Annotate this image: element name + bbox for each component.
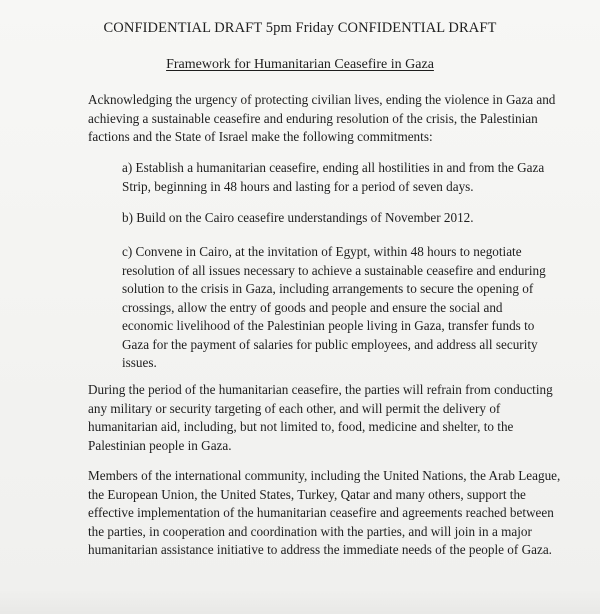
commitment-b [122,209,582,228]
commitment-a [122,159,582,196]
ceasefire-period-line: During the period of the humanitarian ceasefire, the parties will refrain from conducting [88,382,553,397]
intro-line: factions and the State of Israel make the following commitments: [88,129,433,144]
international-community-line: the parties, in cooperation and coordination with the parties, and will join in a major [88,523,532,539]
commitment-c-line: crossings, allow the entry of goods and people and ensure the social and [122,299,503,315]
commitment-a-line: Strip, beginning in 48 hours and lasting for a period of seven days. [122,178,474,194]
international-community-line: the European Union, the United States, Turkey, Qatar and many others, support the [88,486,526,502]
international-community-line: humanitarian assistance initiative to address the immediate needs of the people of Gaza. [88,542,552,557]
intro-line: Acknowledging the urgency of protecting civilian lives, ending the violence in Gaza and [88,92,556,107]
ceasefire-period-line: any military or security targeting of each other, and will permit the delivery of [88,400,501,416]
commitment-b-line: b) Build on the Cairo ceasefire understandings of November 2012. [122,210,474,225]
document-title-wrap [0,57,600,73]
international-community-paragraph [88,467,578,560]
international-community-line: Members of the international community, including the United Nations, the Arab League, [88,468,561,483]
international-community-line: effective implementation of the humanitarian ceasefire and agreements reached between [88,505,554,520]
intro-paragraph [88,91,578,147]
intro-line: achieving a sustainable ceasefire and enduring resolution of the crisis, the Palestinian [88,110,538,126]
commitment-c-line: issues. [122,355,157,370]
ceasefire-period-paragraph [88,381,578,455]
commitment-a-line: a) Establish a humanitarian ceasefire, ending all hostilities in and from the Gaza [122,160,545,175]
confidential-header: CONFIDENTIAL DRAFT 5pm Friday CONFIDENTIAL DRAFT [103,20,497,36]
document-title: Framework for Humanitarian Ceasefire in Gaza [166,57,434,72]
commitment-c-line: Gaza for the payment of salaries for public employees, and address all security [122,336,538,352]
commitment-c-line: resolution of all issues necessary to achieve a sustainable ceasefire and enduring [122,262,546,278]
commitment-c-line: economic livelihood of the Palestinian people living in Gaza, transfer funds to [122,318,535,333]
ceasefire-period-line: humanitarian aid, including, but not limited to, food, medicine and shelter, to the [88,419,514,434]
commitment-c [122,243,582,373]
ceasefire-period-line: Palestinian people in Gaza. [88,437,232,453]
commitment-c-line: c) Convene in Cairo, at the invitation of Egypt, within 48 hours to negotiate [122,244,522,259]
commitment-c-line: solution to the crisis in Gaza, including arrangements to secure the opening of [122,281,534,296]
